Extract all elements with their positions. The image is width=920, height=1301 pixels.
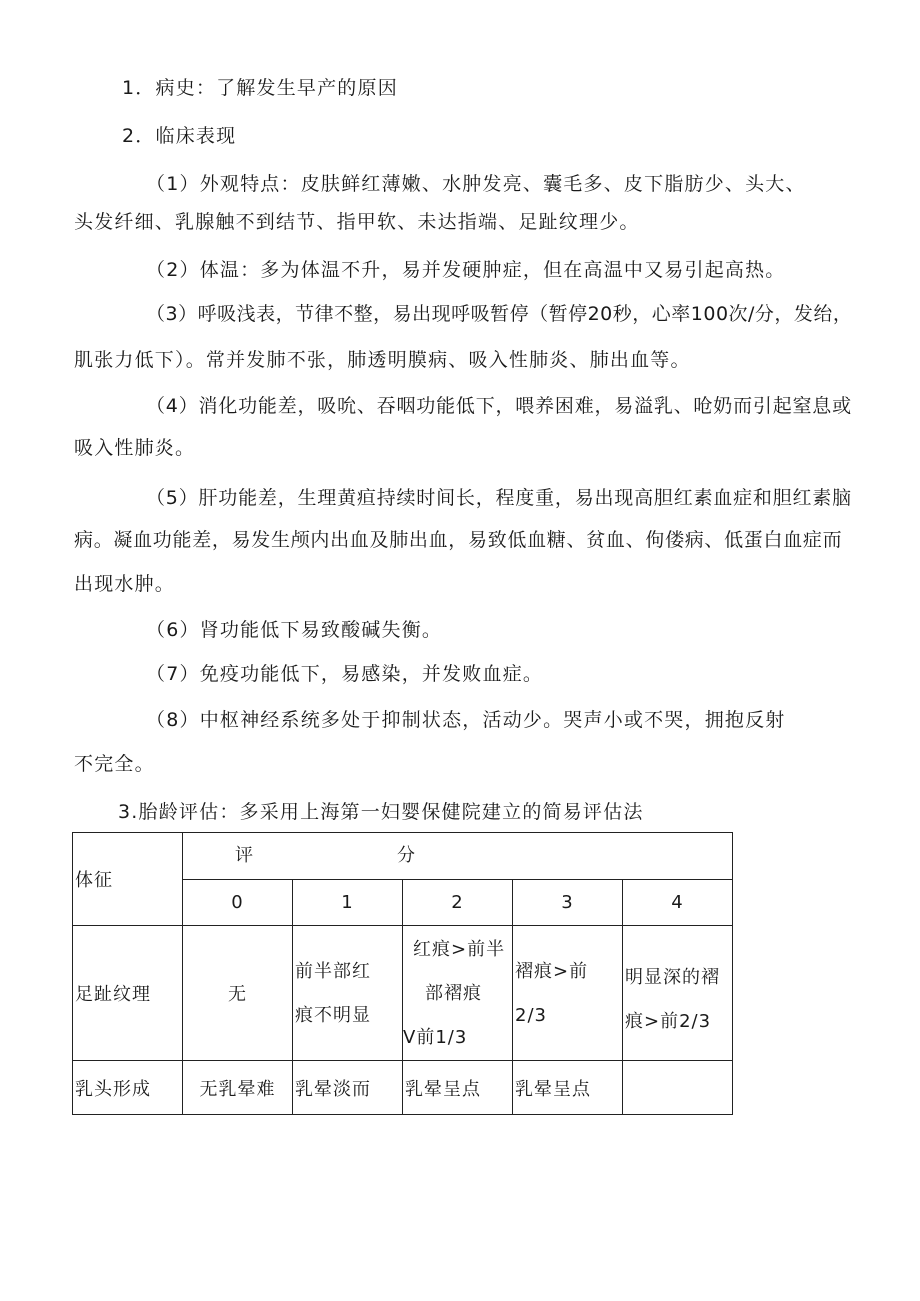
- para-appearance-2: 头发纤细、乳腺触不到结节、指甲软、未达指端、足趾纹理少。: [74, 211, 640, 233]
- row-nipple-4: [623, 1061, 733, 1115]
- row-toe-creases-label: 足趾纹理: [73, 926, 183, 1061]
- row-nipple-label: 乳头形成: [73, 1061, 183, 1115]
- row-toe-creases-2: 红痕>前半 部褶痕 V前1/3: [403, 926, 513, 1061]
- para-liver-3: 出现水肿。: [74, 573, 176, 595]
- para-temperature: （2）体温：多为体温不升，易并发硬肿症，但在高温中又易引起高热。: [146, 259, 786, 281]
- para-nervous-1: （8）中枢神经系统多处于抑制状态，活动少。哭声小或不哭，拥抱反射: [146, 709, 786, 731]
- para-appearance-1: （1）外观特点：皮肤鲜红薄嫩、水肿发亮、囊毛多、皮下脂肪少、头大、: [146, 173, 806, 195]
- score-4: 4: [623, 880, 733, 926]
- score-0: 0: [183, 880, 293, 926]
- para-nervous-2: 不完全。: [74, 753, 155, 775]
- row-toe-creases-1: 前半部红 痕不明显: [293, 926, 403, 1061]
- row-toe-creases-0: 无: [183, 926, 293, 1061]
- row-toe-creases-4: 明显深的褶 痕>前2/3: [623, 926, 733, 1061]
- header-score: 评 分: [183, 833, 733, 880]
- para-digestion-2: 吸入性肺炎。: [74, 437, 196, 459]
- row-nipple-2: 乳晕呈点: [403, 1061, 513, 1115]
- header-sign: 体征: [73, 833, 183, 926]
- section-clinical: 2．临床表现: [122, 125, 237, 147]
- row-nipple-1: 乳晕淡而: [293, 1061, 403, 1115]
- score-2: 2: [403, 880, 513, 926]
- score-3: 3: [513, 880, 623, 926]
- para-respiration-2: 肌张力低下）。常并发肺不张，肺透明膜病、吸入性肺炎、肺出血等。: [74, 349, 691, 371]
- row-toe-creases-3: 褶痕>前 2/3: [513, 926, 623, 1061]
- para-kidney: （6）肾功能低下易致酸碱失衡。: [146, 619, 443, 641]
- para-respiration-1: （3）呼吸浅表，节律不整，易出现呼吸暂停（暂停20秒，心率100次/分，发绐，: [146, 303, 853, 325]
- row-nipple-3: 乳晕呈点: [513, 1061, 623, 1115]
- section-gestational-age: 3.胎龄评估：多采用上海第一妇婴保健院建立的简易评估法: [118, 801, 644, 823]
- para-digestion-1: （4）消化功能差，吸吮、吞咽功能低下，喂养困难，易溢乳、呛奶而引起窒息或: [146, 395, 852, 417]
- score-1: 1: [293, 880, 403, 926]
- para-liver-2: 病。凝血功能差，易发生颅内出血及肺出血，易致低血糖、贫血、佝偻病、低蛋白血症而: [74, 529, 843, 551]
- row-nipple-0: 无乳晕难: [183, 1061, 293, 1115]
- section-history: 1．病史：了解发生早产的原因: [122, 77, 398, 99]
- para-liver-1: （5）肝功能差，生理黄疸持续时间长，程度重，易出现高胆红素血症和胆红素脑: [146, 487, 852, 509]
- para-immunity: （7）免疫功能低下，易感染，并发败血症。: [146, 663, 544, 685]
- gestational-age-table: [72, 832, 733, 1115]
